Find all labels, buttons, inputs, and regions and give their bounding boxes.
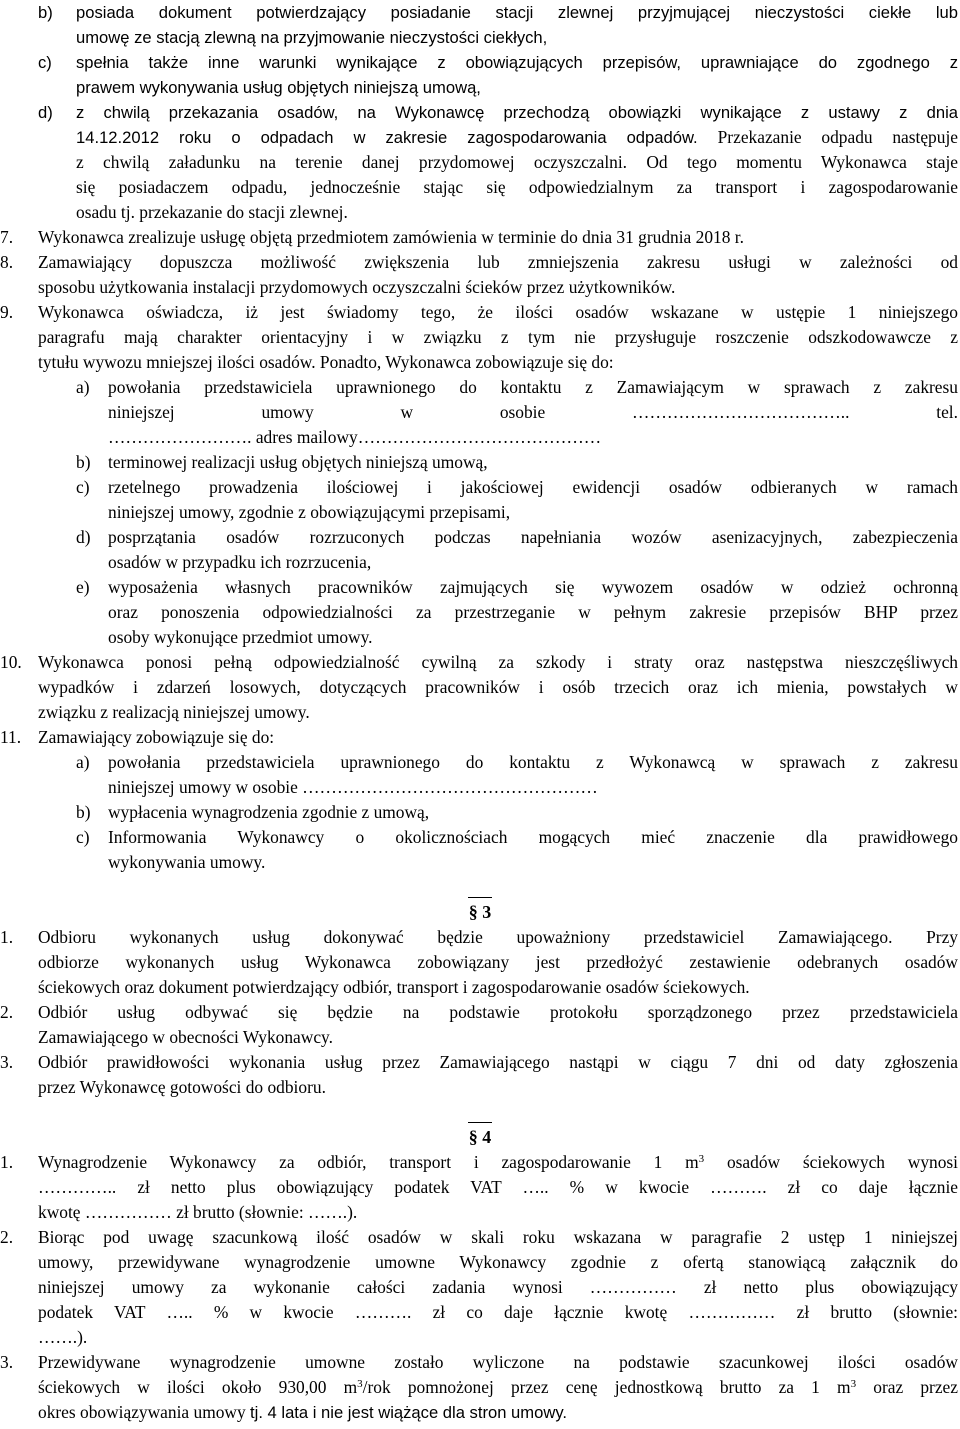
list-marker: 3.	[0, 1352, 14, 1372]
text-line	[0, 950, 960, 975]
line-text: tytułu wywozu mniejszej ilości osadów. Ponadto, Wykonawca zobowiązuje się do:	[38, 352, 614, 372]
line-text: wyposażenia własnych pracowników zajmujących się wywozem osadów w odzież ochronną	[108, 577, 958, 597]
text-line	[0, 925, 960, 950]
text-line	[0, 1075, 960, 1100]
line-text: umowę ze stacją zlewną na przyjmowanie nieczystości ciekłych,	[76, 28, 548, 47]
section-heading	[0, 900, 960, 925]
text-line	[0, 25, 960, 50]
text-line	[0, 700, 960, 725]
line-text: oraz ponoszenia odpowiedzialności za przestrzeganie w pełnym zakresie przepisów BHP przez	[108, 602, 958, 622]
text-line	[0, 600, 960, 625]
line-text: z chwilą przekazania osadów, na Wykonawcę przechodzą obowiązki wynikające z ustawy z dnia	[76, 103, 958, 122]
list-marker: b)	[38, 3, 53, 22]
text-line	[0, 425, 960, 450]
text-line	[0, 750, 960, 775]
line-text: osoby wykonujące przedmiot umowy.	[108, 627, 373, 647]
text-line	[0, 1050, 960, 1075]
line-text: się posiadaczem odpadu, jednocześnie stając się odpowiedzialnym za transport i zagospodarowanie	[76, 177, 958, 197]
text-line	[0, 50, 960, 75]
line-text: niniejszej umowy w osobie ……………………………….. tel.	[108, 402, 958, 422]
text-line	[0, 100, 960, 125]
text-line	[0, 1400, 960, 1425]
text-line	[0, 375, 960, 400]
text-line	[0, 175, 960, 200]
text-line	[0, 1250, 960, 1275]
line-text: paragrafu mają charakter orientacyjny i w związku z tym nie przysługuje roszczenie odszkodowawcze z	[38, 327, 958, 347]
text-line	[0, 1350, 960, 1375]
line-text: powołania przedstawiciela uprawnionego do kontaktu z Wykonawcą w sprawach z zakresu	[108, 752, 958, 772]
text-line	[0, 850, 960, 875]
list-marker: b)	[76, 802, 91, 822]
line-text: ściekowych oraz dokument potwierdzający odbiór, transport i zagospodarowanie osadów ściekowych.	[38, 977, 750, 997]
line-text: wypłacenia wynagrodzenia zgodnie z umową,	[108, 802, 430, 822]
line-text: …….).	[38, 1327, 88, 1347]
list-marker: c)	[38, 53, 52, 72]
text-line	[0, 800, 960, 825]
line-text: Odbiór usług odbywać się będzie na podstawie protokołu sporządzonego przez przedstawiciela	[38, 1002, 958, 1022]
text-line	[0, 300, 960, 325]
text-line	[0, 325, 960, 350]
line-text: rzetelnego prowadzenia ilościowej i jakościowej ewidencji osadów odbieranych w ramach	[108, 477, 958, 497]
text-line	[0, 625, 960, 650]
text-line	[0, 825, 960, 850]
text-line	[0, 350, 960, 375]
text-line	[0, 150, 960, 175]
text-line	[0, 725, 960, 750]
line-text: Wykonawca oświadcza, iż jest świadomy tego, że ilości osadów wskazane w ustępie 1 niniejszego	[38, 302, 958, 322]
text-line	[0, 675, 960, 700]
list-marker: 9.	[0, 302, 14, 322]
list-marker: d)	[38, 103, 53, 122]
line-text: Wykonawca ponosi pełną odpowiedzialność cywilną za szkody i straty oraz następstwa nieszczęśliwych	[38, 652, 958, 672]
line-text: Biorąc pod uwagę szacunkową ilość osadów w skali roku wskazana w paragrafie 2 ustęp 1 niniejszej	[38, 1227, 958, 1247]
line-text: podatek VAT ….. % w kwocie ………. zł co daje łącznie kwotę …………… zł brutto (słownie:	[38, 1302, 958, 1322]
line-text: Zamawiający zobowiązuje się do:	[38, 727, 275, 747]
text-line	[0, 1325, 960, 1350]
list-marker: 10.	[0, 652, 22, 672]
line-text: umowy, przewidywane wynagrodzenie umowne Wykonawcy zgodnie z ofertą stanowiącą załącznik do	[38, 1252, 958, 1272]
text-line	[0, 1150, 960, 1175]
text-line	[0, 200, 960, 225]
text-line	[0, 575, 960, 600]
text-line	[0, 125, 960, 150]
line-text: niniejszej umowy w osobie ……………………………………………	[108, 777, 598, 797]
text-line	[0, 1275, 960, 1300]
line-text: okres obowiązywania umowy tj. 4 lata i nie jest wiążące dla stron umowy.	[38, 1402, 567, 1422]
line-text: posprzątania osadów rozrzuconych podczas napełniania wozów asenizacyjnych, zabezpieczenia	[108, 527, 958, 547]
text-line	[0, 475, 960, 500]
list-marker: d)	[76, 527, 91, 547]
list-marker: 1.	[0, 1152, 14, 1172]
line-text: wykonywania umowy.	[108, 852, 266, 872]
line-text: spełnia także inne warunki wynikające z obowiązujących przepisów, uprawniające do zgodnego z	[76, 53, 958, 72]
line-text: ściekowych w ilości około 930,00 $m^3$/rok pomnożonej przez cenę jednostkową brutto za 1 $m^3$ oraz przez	[38, 1377, 958, 1397]
text-line	[0, 400, 960, 425]
list-marker: b)	[76, 452, 91, 472]
text-line	[0, 1375, 960, 1400]
line-text: z chwilą załadunku na terenie danej przydomowej oczyszczalni. Od tego momentu Wykonawca staje	[76, 152, 958, 172]
line-text: związku z realizacją niniejszej umowy.	[38, 702, 310, 722]
list-marker: c)	[76, 477, 90, 497]
text-line	[0, 975, 960, 1000]
line-text: niniejszej umowy, zgodnie z obowiązującymi przepisami,	[108, 502, 511, 522]
line-text: sposobu użytkowania instalacji przydomowych oczyszczalni ścieków przez użytkowników.	[38, 277, 676, 297]
list-marker: 11.	[0, 727, 22, 747]
text-line	[0, 525, 960, 550]
section-number: § 4	[469, 1125, 492, 1150]
text-line	[0, 75, 960, 100]
list-marker: a)	[76, 377, 90, 397]
list-marker: 2.	[0, 1002, 14, 1022]
text-line	[0, 275, 960, 300]
line-text: Informowania Wykonawcy o okolicznościach mogących mieć znaczenie dla prawidłowego	[108, 827, 958, 847]
line-text: kwotę …………… zł brutto (słownie: …….).	[38, 1202, 358, 1222]
text-line	[0, 500, 960, 525]
line-text: ……………………. adres mailowy……………………………………	[108, 427, 602, 447]
list-marker: e)	[76, 577, 90, 597]
text-line	[0, 1225, 960, 1250]
line-text: Zamawiający dopuszcza możliwość zwiększenia lub zmniejszenia zakresu usługi w zależności od	[38, 252, 958, 272]
list-marker: 8.	[0, 252, 14, 272]
text-line	[0, 650, 960, 675]
line-text: Wykonawca zrealizuje usługę objętą przedmiotem zamówienia w terminie do dnia 31 grudnia 2018 r.	[38, 227, 744, 247]
text-line	[0, 550, 960, 575]
line-text: odbiorze wykonanych usług Wykonawca zobowiązany jest przedłożyć zestawienie odebranych osadów	[38, 952, 958, 972]
line-text: Zamawiającego w obecności Wykonawcy.	[38, 1027, 333, 1047]
text-line	[0, 1300, 960, 1325]
text-line	[0, 0, 960, 25]
text-line	[0, 450, 960, 475]
line-text: ………….. zł netto plus obowiązujący podatek VAT ….. % w kwocie ………. zł co daje łącznie	[38, 1177, 958, 1197]
section-heading	[0, 1125, 960, 1150]
line-text: przez Wykonawcę gotowości do odbioru.	[38, 1077, 326, 1097]
line-text: prawem wykonywania usług objętych niniejszą umową,	[76, 78, 481, 97]
list-marker: 1.	[0, 927, 14, 947]
list-marker: 7.	[0, 227, 14, 247]
list-marker: a)	[76, 752, 90, 772]
line-text: niniejszej umowy za wykonanie całości zadania wynosi …………… zł netto plus obowiązujący	[38, 1277, 958, 1297]
line-text: terminowej realizacji usług objętych niniejszą umową,	[108, 452, 488, 472]
text-line	[0, 1175, 960, 1200]
line-text: osadu tj. przekazanie do stacji zlewnej.	[76, 202, 348, 222]
text-line	[0, 775, 960, 800]
line-text: wypadków i zdarzeń losowych, dotyczących pracowników i osób trzecich oraz ich mienia, powstałych w	[38, 677, 958, 697]
line-text: osadów w przypadku ich rozrzucenia,	[108, 552, 372, 572]
text-line	[0, 1025, 960, 1050]
section-number: § 3	[469, 900, 492, 925]
list-marker: c)	[76, 827, 90, 847]
line-text: Odbiór prawidłowości wykonania usług przez Zamawiającego nastąpi w ciągu 7 dni od daty zgłoszenia	[38, 1052, 958, 1072]
line-text: Wynagrodzenie Wykonawcy za odbiór, transport i zagospodarowanie 1 $m^3$ osadów ściekowych wynosi	[38, 1152, 959, 1172]
text-line	[0, 225, 960, 250]
text-line	[0, 250, 960, 275]
line-text: Odbioru wykonanych usług dokonywać będzie upoważniony przedstawiciel Zamawiającego. Przy	[38, 927, 958, 947]
list-marker: 3.	[0, 1052, 14, 1072]
text-line	[0, 1000, 960, 1025]
list-marker: 2.	[0, 1227, 14, 1247]
line-text: powołania przedstawiciela uprawnionego do kontaktu z Zamawiającym w sprawach z zakresu	[108, 377, 958, 397]
line-text: 14.12.2012 roku o odpadach w zakresie zagospodarowania odpadów. Przekazanie odpadu następuje	[76, 127, 958, 147]
line-text: Przewidywane wynagrodzenie umowne zostało wyliczone na podstawie szacunkowej ilości osadów	[38, 1352, 958, 1372]
text-line	[0, 1200, 960, 1225]
line-text: posiada dokument potwierdzający posiadanie stacji zlewnej przyjmującej nieczystości ciekłe lub	[76, 3, 958, 22]
